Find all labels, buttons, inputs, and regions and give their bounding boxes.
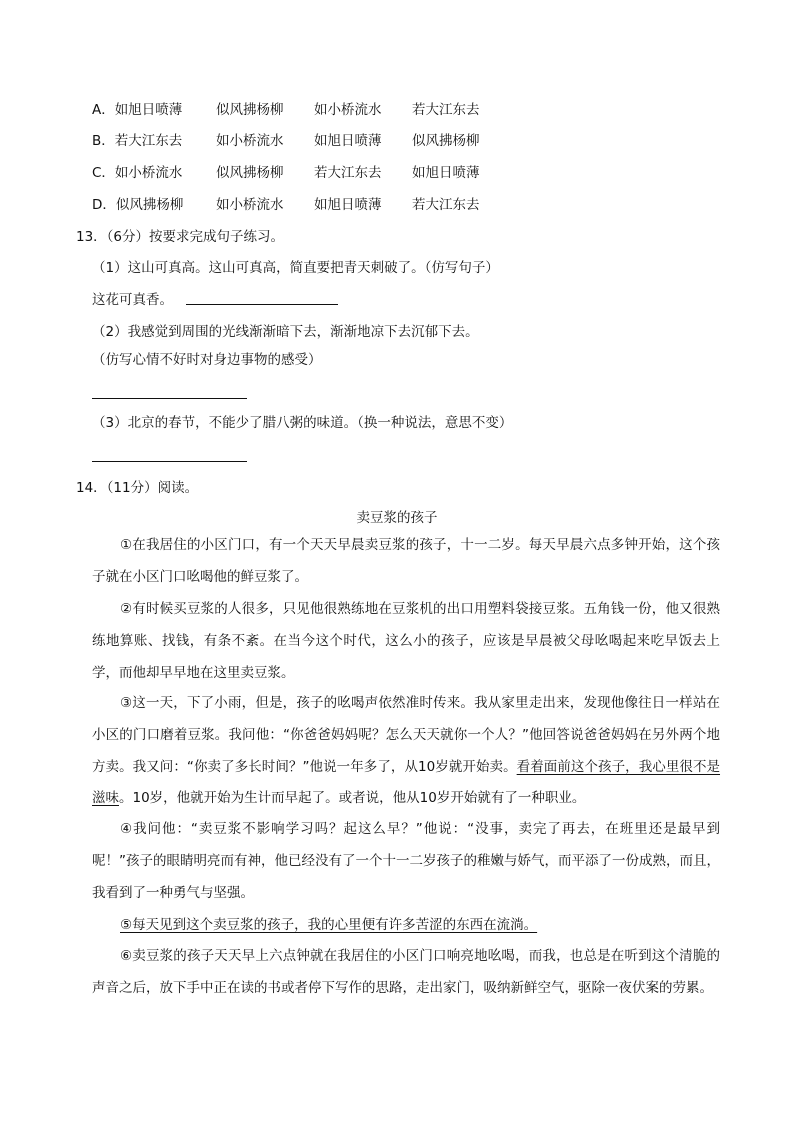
- option-a-label: A．如旭日喷薄: [92, 102, 183, 118]
- q13-answer-blank-2[interactable]: [92, 398, 247, 399]
- option-d-label: D．似风拂杨柳: [92, 197, 184, 213]
- paragraph-3-text-a: ③这一天，下了小雨，但是，孩子的吆喝声依然准时传来。我从家里走出来，发现他像往日一样站在小区的门口磨着豆浆。我问他：“你爸爸妈妈呢？怎么天天就你一个人？”他回答说爸爸妈妈在另外两个地方卖。我又问：“你卖了多长时间？”他说一年多了，从10岁就开始卖。: [92, 695, 720, 775]
- passage-paragraph-2: ②有时候买豆浆的人很多，只见他很熟练地在豆浆机的出口用塑料袋接豆浆。五角钱一份，他又很熟练地算账、找钱，有条不紊。在当今这个时代，这么小的孩子，应该是早晨被父母吆喝起来吃早饭去上学，而他却早早地在这里卖豆浆。: [92, 601, 720, 681]
- passage-paragraph-4: ④我问他：“卖豆浆不影响学习吗？起这么早？”他说：“没事，卖完了再去，在班里还是最早到呢！”孩子的眼睛明亮而有神，他已经没有了一个十一二岁孩子的稚嫩与娇气，而平添了一份成熟，而且，我看到了一种勇气与坚强。: [92, 821, 720, 901]
- option-c-item-1: 似风拂杨柳: [216, 165, 284, 181]
- option-b-item-1: 如小桥流水: [216, 133, 284, 149]
- option-d-item-2: 如旭日喷薄: [314, 197, 382, 213]
- option-d-item-1: 如小桥流水: [216, 197, 284, 213]
- option-d-item-3: 若大江东去: [412, 197, 480, 213]
- passage-title: 卖豆浆的孩子: [356, 510, 438, 526]
- option-a-item-3: 若大江东去: [412, 102, 480, 118]
- paragraph-3-underlined-sentence: 看着面前这个孩子，我心里很不是滋味: [92, 758, 721, 807]
- q13-sentence-1-prompt: 这花可真香。: [92, 292, 173, 308]
- q13-answer-blank-1[interactable]: [186, 304, 338, 305]
- passage-paragraph-3: [92, 688, 720, 815]
- option-a-item-2: 如小桥流水: [314, 102, 382, 118]
- option-b-item-3: 似风拂杨柳: [412, 133, 480, 149]
- q13-sentence-2-note: （仿写心情不好时对身边事物的感受）: [92, 352, 322, 368]
- q13-sentence-2: （2）我感觉到周围的光线渐渐暗下去，渐渐地凉下去沉郁下去。: [92, 324, 479, 340]
- q13-header: 13．（6分）按要求完成句子练习。: [76, 229, 285, 245]
- option-c-item-2: 若大江东去: [314, 165, 382, 181]
- option-b-label: B．若大江东去: [92, 133, 183, 149]
- option-b-item-2: 如旭日喷薄: [314, 133, 382, 149]
- q14-header: 14．（11分）阅读。: [76, 480, 199, 496]
- passage-paragraph-5: [92, 910, 720, 942]
- option-a-item-1: 似风拂杨柳: [216, 102, 284, 118]
- q13-sentence-3: （3）北京的春节，不能少了腊八粥的味道。（换一种说法，意思不变）: [92, 415, 513, 431]
- passage-paragraph-6: ⑥卖豆浆的孩子天天早上六点钟就在我居住的小区门口响亮地吆喝，而我，也总是在听到这个清脆的声音之后，放下手中正在读的书或者停下写作的思路，走出家门，吸纳新鲜空气，驱除一夜伏案的劳累。: [92, 948, 720, 996]
- option-c-label: C．如小桥流水: [92, 165, 183, 181]
- option-c-item-3: 如旭日喷薄: [412, 165, 480, 181]
- q13-answer-blank-3[interactable]: [92, 461, 247, 462]
- q13-sentence-1: （1）这山可真高。这山可真高，简直要把青天刺破了。（仿写句子）: [92, 260, 499, 276]
- paragraph-5-underlined-sentence: ⑤每天见到这个卖豆浆的孩子，我的心里便有许多苦涩的东西在流淌。: [120, 917, 538, 933]
- passage-paragraph-1: ①在我居住的小区门口，有一个天天早晨卖豆浆的孩子，十一二岁。每天早晨六点多钟开始，这个孩子就在小区门口吆喝他的鲜豆浆了。: [92, 537, 720, 585]
- paragraph-3-text-b: 。10岁，他就开始为生计而早起了。或者说，他从10岁开始就有了一种职业。: [119, 790, 586, 807]
